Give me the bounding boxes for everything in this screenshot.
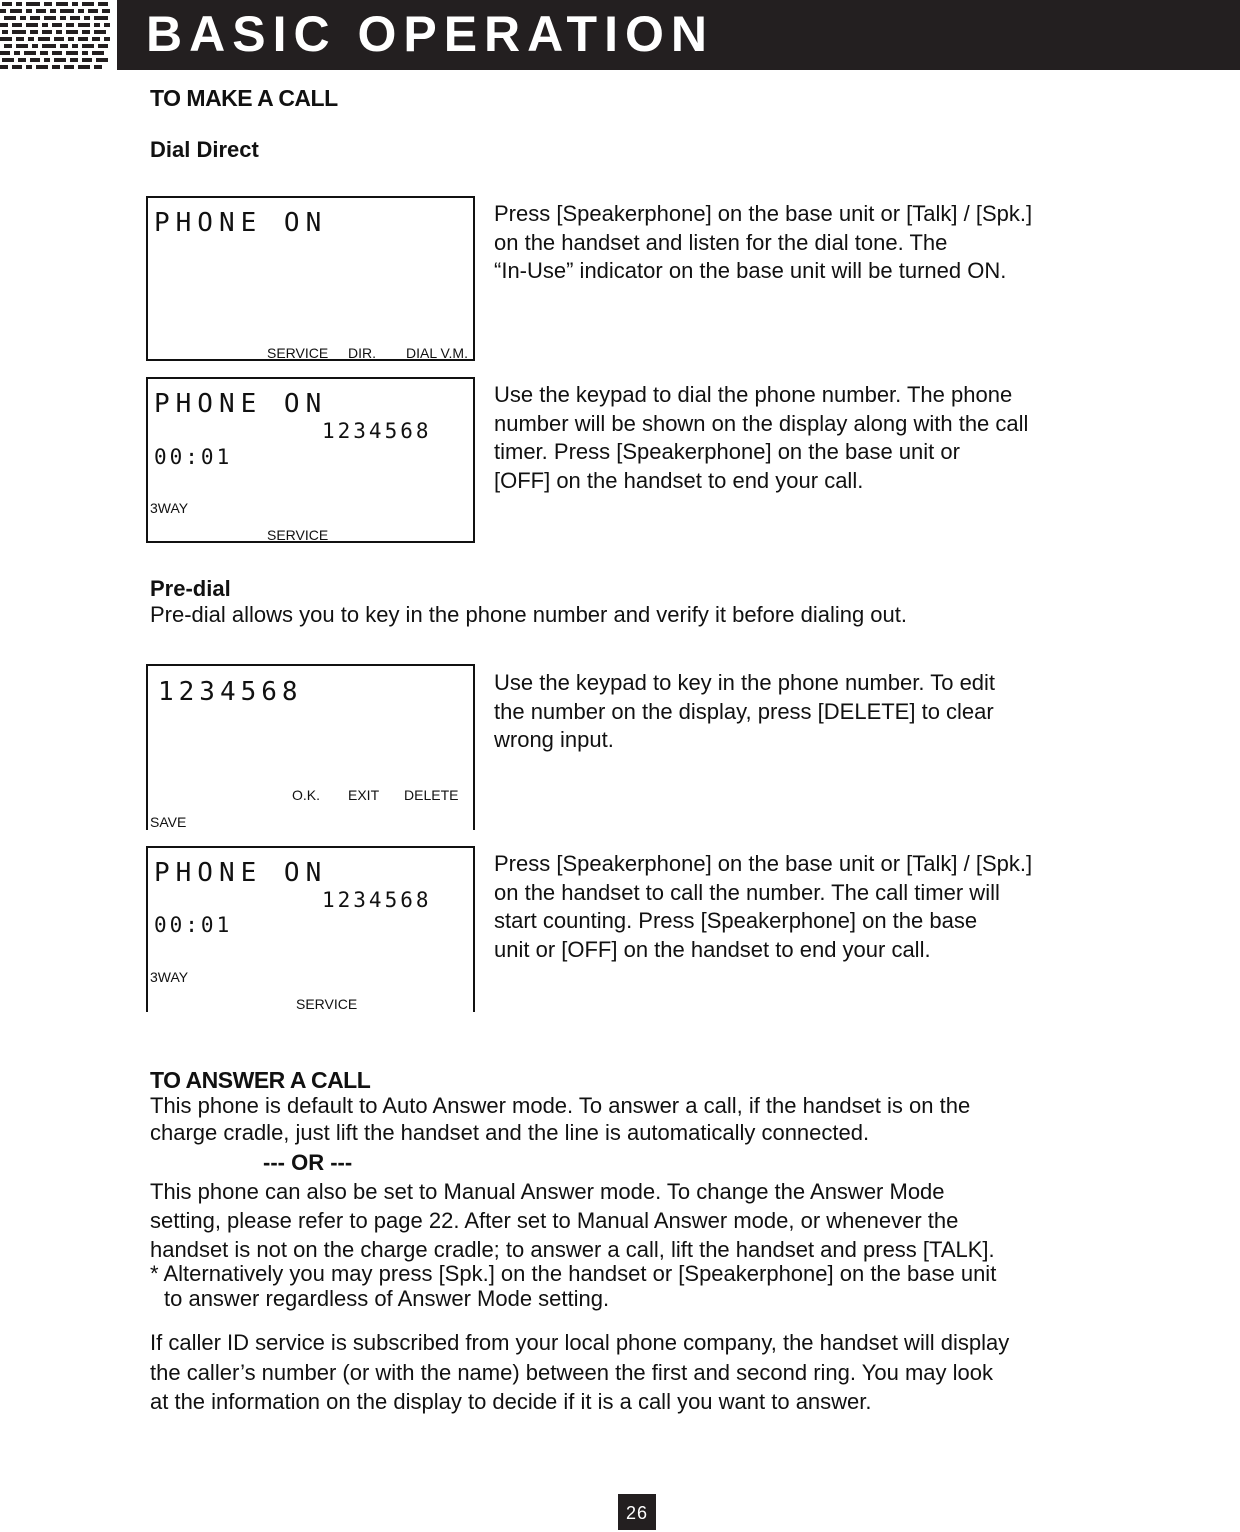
answer-para-manual: This phone can also be set to Manual Answer mode. To change the Answer Mode setting, please refer to page 22. After set to Manual Answer mode, or whenever the handset is not on the charge cradle; to answer a call, lift the handset and press [TALK]. [150, 1179, 995, 1262]
dial-direct-step1-text: Press [Speakerphone] on the base unit or [Talk] / [Spk.] on the handset and listen for the dial tone. The “In-Use” indicator on the base unit will be turned ON. [494, 201, 1033, 283]
lcd-line1: PHONE ON [154, 858, 328, 888]
lcd-call-timer: 00:01 [154, 445, 233, 469]
softkey-delete: DELETE [404, 787, 459, 803]
lcd-call-timer: 00:01 [154, 913, 233, 937]
softkey-exit: EXIT [348, 787, 380, 803]
answer-note: * Alternatively you may press [Spk.] on the handset or [Speakerphone] on the base unit to answer regardless of Answer Mode setting. [150, 1261, 997, 1311]
page-title: BASIC OPERATION [146, 6, 714, 62]
lcd-display-pre-dial [146, 664, 475, 830]
lcd-line1: PHONE ON [154, 389, 328, 419]
softkey-save: SAVE [150, 814, 187, 830]
pre-dial-step1-text: Use the keypad to key in the phone number. To edit the number on the display, press [DELETE] to clear wrong input. [494, 670, 996, 752]
softkey-dial-vm: DIAL V.M. [406, 345, 468, 361]
lcd-phone-number: 1234568 [322, 888, 432, 912]
answer-para-caller-id: If caller ID service is subscribed from your local phone company, the handset will display the caller’s number (or with the name) between the first and second ring. You may look at the information on the display to decide if it is a call you want to answer. [150, 1330, 1010, 1414]
subheading-pre-dial: Pre-dial [150, 576, 231, 601]
lcd-3way-label: 3WAY [150, 500, 189, 516]
dial-direct-step2-text: Use the keypad to dial the phone number. The phone number will be shown on the display along with the call timer. Press [Speakerphone] on the base unit or [OFF] on the handset to end your call. [494, 382, 1029, 493]
lcd-display-calling [146, 846, 475, 1012]
lcd-3way-label: 3WAY [150, 969, 189, 985]
answer-para-auto: This phone is default to Auto Answer mode. To answer a call, if the handset is on the charge cradle, just lift the handset and the line is automatically connected. [150, 1093, 971, 1145]
page-number: 26 [618, 1494, 656, 1530]
lcd-phone-number: 1234568 [322, 419, 432, 443]
or-separator: --- OR --- [263, 1150, 353, 1175]
pre-dial-step2-text: Press [Speakerphone] on the base unit or [Talk] / [Spk.] on the handset to call the number. The call timer will start counting. Press [Speakerphone] on the base unit or [OFF] on the handset to end your call. [494, 851, 1033, 962]
logo-pattern [0, 0, 112, 70]
pre-dial-intro: Pre-dial allows you to key in the phone number and verify it before dialing out. [150, 602, 907, 627]
lcd-phone-number: 1234568 [158, 677, 303, 707]
softkey-service: SERVICE [296, 996, 358, 1012]
softkey-ok: O.K. [292, 787, 321, 803]
lcd-line1: PHONE ON [154, 208, 328, 238]
subheading-dial-direct: Dial Direct [150, 137, 259, 162]
lcd-display-phone-on [146, 196, 475, 361]
section-heading-make-call: TO MAKE A CALL [150, 85, 338, 111]
softkey-dir: DIR. [348, 345, 376, 361]
softkey-service: SERVICE [267, 527, 329, 543]
softkey-service: SERVICE [267, 345, 329, 361]
section-heading-answer-call: TO ANSWER A CALL [150, 1067, 371, 1093]
lcd-display-dialing [146, 377, 475, 543]
